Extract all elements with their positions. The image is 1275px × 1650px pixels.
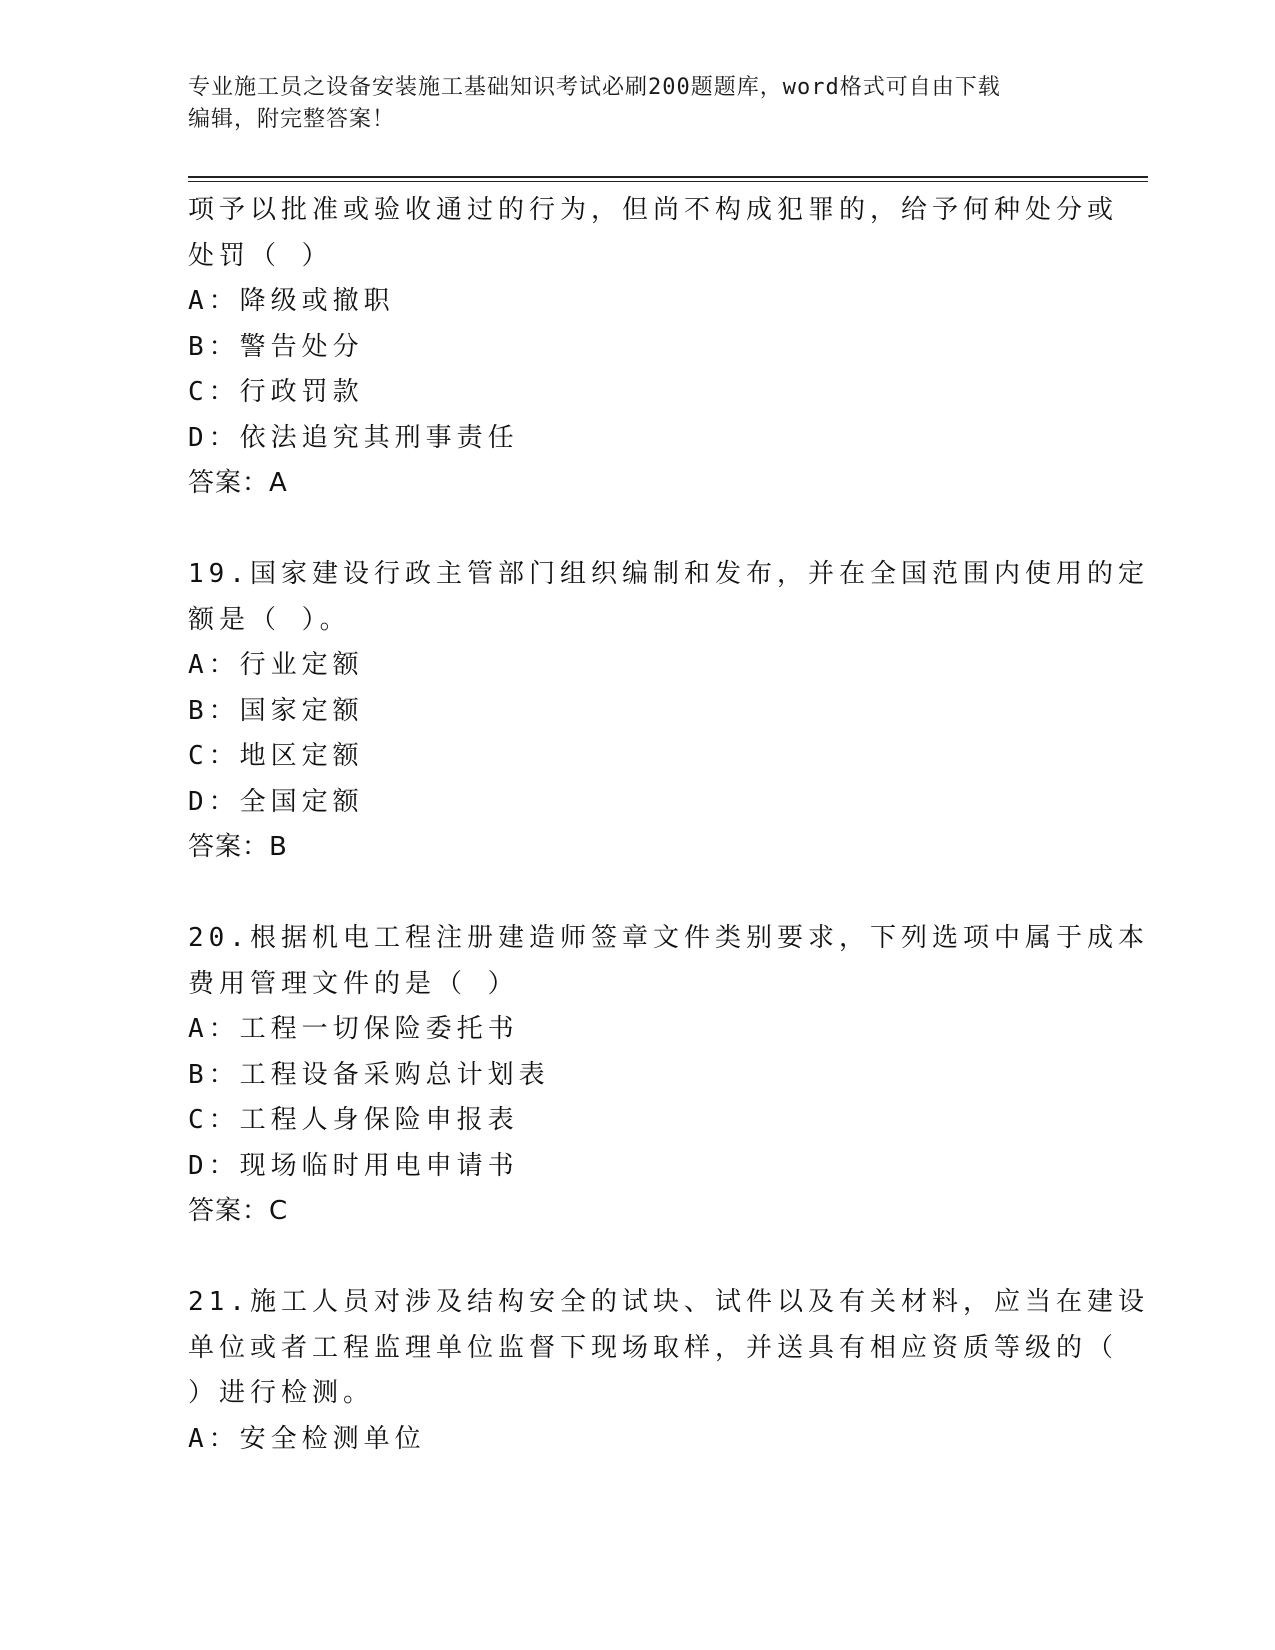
question-text: 项予以批准或验收通过的行为，但尚不构成犯罪的，给予何种处分或 [188, 195, 1119, 225]
spacer [188, 871, 1088, 917]
option-d: D：现场临时用电申请书 [188, 1150, 519, 1181]
answer: 答案：B [188, 832, 288, 862]
question-18 [188, 188, 1119, 507]
option-a: A：行业定额 [188, 650, 364, 680]
question-text: 单位或者工程监理单位监督下现场取样，并送具有相应资质等级的（ [188, 1332, 1119, 1363]
question-20 [188, 916, 1149, 1235]
option-d: D：依法追究其刑事责任 [188, 422, 519, 453]
option-b: B：警告处分 [188, 331, 364, 362]
question-19 [188, 552, 1149, 871]
question-text: 费用管理文件的是（ ） [188, 968, 519, 999]
question-text: 额是（ ）。 [188, 604, 351, 635]
question-21 [188, 1280, 1149, 1462]
option-b: B：国家定额 [188, 695, 364, 726]
option-c: C：工程人身保险申报表 [188, 1105, 519, 1135]
question-text: 处罚（ ） [188, 240, 333, 271]
header-title-line1: 专业施工员之设备安装施工基础知识考试必刷200题题库，word格式可自由下载 [188, 75, 1001, 100]
answer: 答案：C [188, 1196, 289, 1226]
option-a: A：安全检测单位 [188, 1423, 426, 1454]
answer: 答案：A [188, 468, 288, 498]
option-b: B：工程设备采购总计划表 [188, 1059, 550, 1090]
document-header [188, 72, 1088, 136]
spacer [188, 507, 1088, 553]
option-a: A：降级或撤职 [188, 286, 395, 316]
header-divider [188, 176, 1148, 182]
question-text: 21.施工人员对涉及结构安全的试块、试件以及有关材料，应当在建设 [188, 1287, 1149, 1317]
spacer [188, 1235, 1088, 1281]
option-c: C：地区定额 [188, 741, 364, 771]
option-c: C：行政罚款 [188, 377, 364, 407]
question-text: 20.根据机电工程注册建造师签章文件类别要求，下列选项中属于成本 [188, 923, 1149, 953]
question-text: ）进行检测。 [188, 1378, 375, 1408]
question-list [188, 188, 1149, 1462]
header-title-line2: 编辑，附完整答案！ [188, 107, 396, 132]
question-text: 19.国家建设行政主管部门组织编制和发布，并在全国范围内使用的定 [188, 559, 1149, 589]
option-d: D：全国定额 [188, 786, 364, 817]
option-a: A：工程一切保险委托书 [188, 1014, 519, 1044]
